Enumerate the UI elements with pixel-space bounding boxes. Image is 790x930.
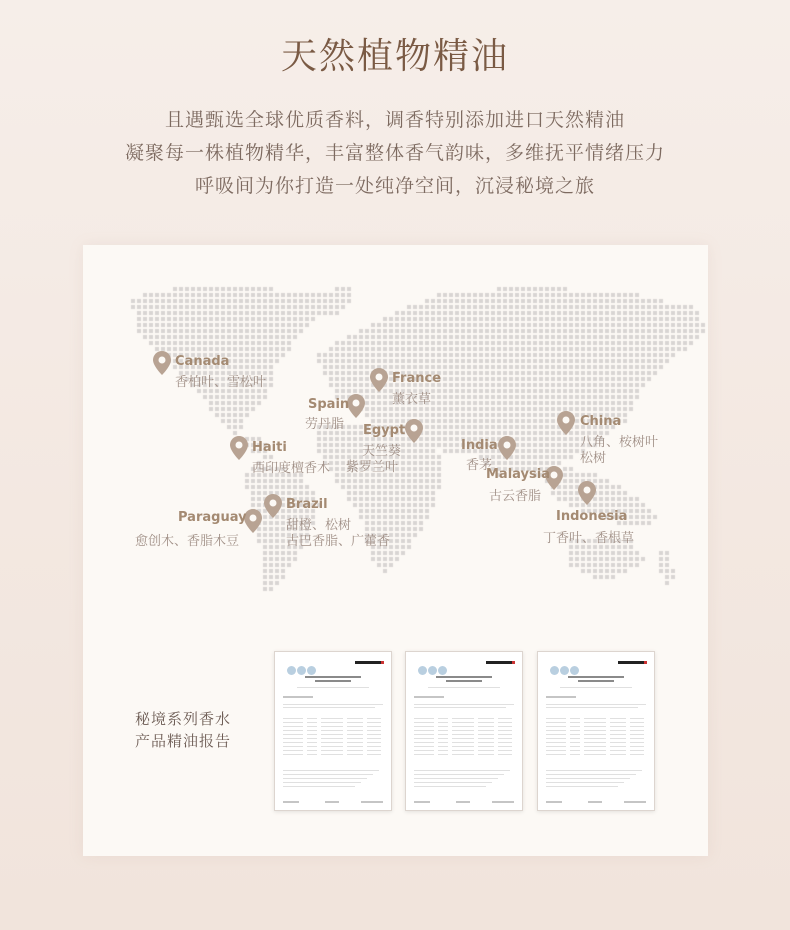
intro-line: 且遇甄选全球优质香料，调香特别添加进口天然精油 <box>164 109 625 131</box>
plant-label: 劳丹脂 <box>305 417 345 432</box>
report-label <box>135 708 231 752</box>
map-pin-icon <box>578 481 596 505</box>
plant-label: 古巴香脂、广藿香 <box>286 534 391 549</box>
map-pin-icon <box>347 394 365 418</box>
report-label-line: 产品精油报告 <box>135 732 232 750</box>
plant-label: 薰衣草 <box>392 392 432 407</box>
map-pin-icon <box>264 494 282 518</box>
map-pin-icon <box>230 436 248 460</box>
intro-text <box>0 104 790 203</box>
plant-label: 紫罗兰叶 <box>346 460 399 475</box>
origin-card <box>83 245 708 856</box>
report-label-line: 秘境系列香水 <box>135 710 232 728</box>
country-label: Spain <box>308 397 350 412</box>
intro-line: 呼吸间为你打造一处纯净空间，沉浸秘境之旅 <box>194 175 595 197</box>
country-label: Egypt <box>363 423 406 438</box>
map-pin-icon <box>370 368 388 392</box>
country-label: Indonesia <box>556 509 628 524</box>
country-label: Haiti <box>252 440 287 455</box>
country-label: Brazil <box>286 497 328 512</box>
plant-label: 八角、桉树叶 <box>580 435 659 450</box>
country-label: India <box>461 438 498 453</box>
report-document[interactable] <box>405 651 523 811</box>
map-pin-icon <box>153 351 171 375</box>
report-document[interactable] <box>274 651 392 811</box>
country-label: Canada <box>175 354 230 369</box>
map-pin-icon <box>498 436 516 460</box>
plant-label: 松树 <box>580 451 607 466</box>
plant-label: 甜橙、松树 <box>286 518 352 533</box>
plant-label: 古云香脂 <box>489 489 542 504</box>
country-label: France <box>392 371 442 386</box>
plant-label: 香柏叶、雪松叶 <box>175 375 267 390</box>
plant-label: 丁香叶、香根草 <box>543 531 635 546</box>
country-label: China <box>580 414 622 429</box>
plant-label: 西印度檀香木 <box>252 461 331 476</box>
plant-label: 愈创木、香脂木豆 <box>135 534 240 549</box>
country-label: Malaysia <box>486 467 550 482</box>
country-label: Paraguay <box>178 510 247 525</box>
map-pin-icon <box>405 419 423 443</box>
map-pin-icon <box>557 411 575 435</box>
intro-line: 凝聚每一株植物精华，丰富整体香气韵味，多维抚平情绪压力 <box>124 142 665 164</box>
report-document[interactable] <box>537 651 655 811</box>
plant-label: 天竺葵 <box>362 444 402 459</box>
page-title: 天然植物精油 <box>280 36 509 77</box>
plant-label: 香茅 <box>466 458 493 473</box>
